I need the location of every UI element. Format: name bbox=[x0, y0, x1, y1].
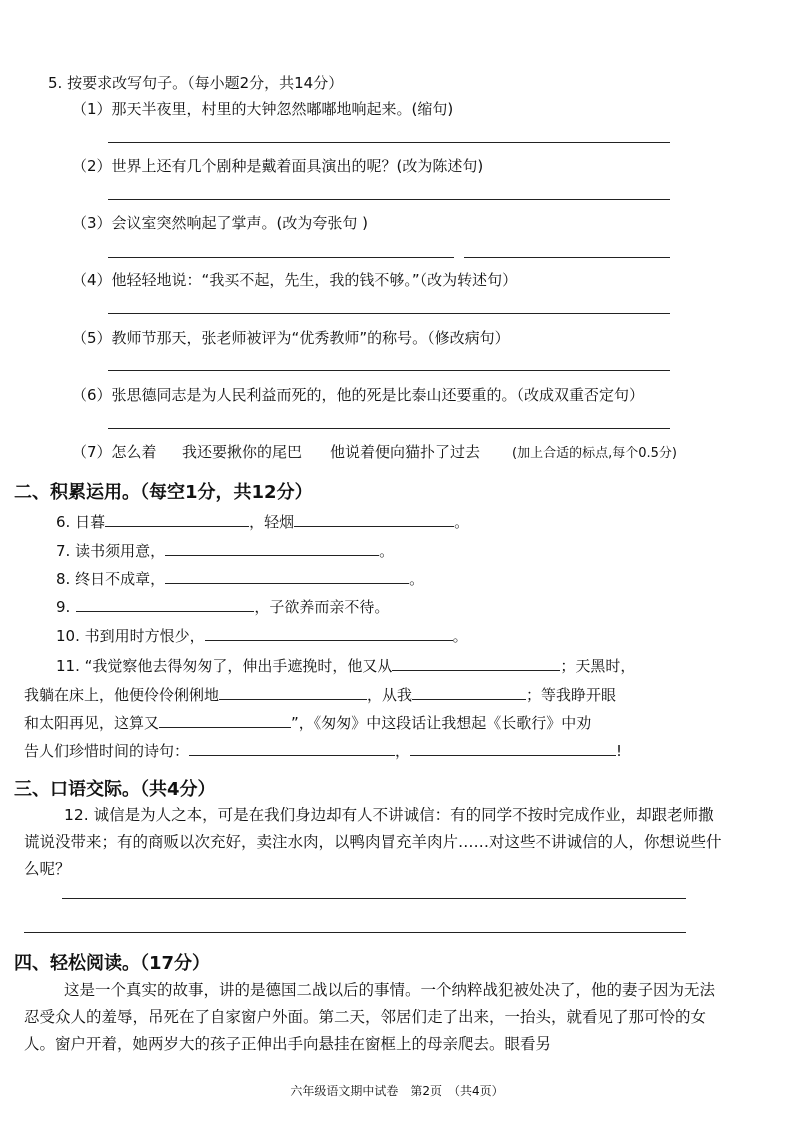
blank-q11-3[interactable] bbox=[412, 685, 526, 700]
blank-q11-2[interactable] bbox=[219, 685, 367, 700]
q5-item-2: （2）世界上还有几个剧种是戴着面具演出的呢？(改为陈述句) bbox=[72, 157, 484, 175]
blank-q11-4[interactable] bbox=[159, 713, 291, 728]
question-11-line-4: 告人们珍惜时间的诗句： ， ! bbox=[24, 742, 623, 760]
question-8: 8. 终日不成章， 。 bbox=[56, 570, 425, 588]
answer-line-q5-2[interactable] bbox=[108, 199, 670, 200]
q5-item-6: （6）张思德同志是为人民利益而死的，他的死是比泰山还要重的。（改成双重否定句） bbox=[72, 386, 645, 404]
q5-item-5: （5）教师节那天，张老师被评为“优秀教师”的称号。（修改病句） bbox=[72, 329, 510, 347]
question-5-title: 5. 按要求改写句子。（每小题2分，共14分） bbox=[48, 74, 344, 92]
section-4-title: 四、轻松阅读。（17分） bbox=[14, 953, 211, 974]
blank-q6-1[interactable] bbox=[105, 512, 249, 527]
blank-q6-2[interactable] bbox=[294, 512, 454, 527]
answer-line-q5-6[interactable] bbox=[108, 428, 670, 429]
blank-q9[interactable] bbox=[76, 597, 254, 612]
question-12-text: 12. 诚信是为人之本，可是在我们身边却有人不讲诚信：有的同学不按时完成作业，却跟老师撒谎说没带来；有的商贩以次充好，卖注水肉，以鸭肉冒充羊肉片……对这些不讲诚信的人，你想说些什么呢？ bbox=[24, 806, 722, 878]
answer-line-q5-3a[interactable] bbox=[108, 257, 454, 258]
answer-line-q5-5[interactable] bbox=[108, 370, 670, 371]
answer-line-q5-1[interactable] bbox=[108, 142, 670, 143]
section-2-title: 二、积累运用。（每空1分，共12分） bbox=[14, 482, 313, 503]
q5-item-7-part3: 他说着便向猫扑了过去 bbox=[330, 443, 481, 461]
question-7: 7. 读书须用意， 。 bbox=[56, 542, 395, 560]
q5-item-4: （4）他轻轻地说：“我买不起，先生，我的钱不够。”（改为转述句） bbox=[72, 271, 518, 289]
question-9: 9. ，子欲养而亲不待。 bbox=[56, 598, 390, 616]
question-11-line-1: 11. “我觉察他去得匆匆了，伸出手遮挽时，他又从 ；天黑时， bbox=[56, 657, 636, 675]
section-3-title: 三、口语交际。（共4分） bbox=[14, 779, 216, 800]
q5-item-3: （3）会议室突然响起了掌声。(改为夸张句 ) bbox=[72, 214, 369, 232]
question-10: 10. 书到用时方恨少， 。 bbox=[56, 627, 468, 645]
answer-line-q5-4[interactable] bbox=[108, 313, 670, 314]
question-11-line-2: 我躺在床上，他便伶伶俐俐地 ，从我 ；等我睁开眼 bbox=[24, 686, 617, 704]
answer-line-q12-1[interactable] bbox=[62, 898, 686, 899]
blank-q8[interactable] bbox=[165, 569, 409, 584]
question-6: 6. 日暮 ，轻烟 。 bbox=[56, 513, 470, 531]
blank-q11-1[interactable] bbox=[392, 656, 560, 671]
page-footer: 六年级语文期中试卷 第2页 （共4页） bbox=[290, 1084, 504, 1098]
blank-q10[interactable] bbox=[205, 626, 453, 641]
question-11-line-3: 和太阳再见，这算又 ”，《匆匆》中这段话让我想起《长歌行》中劝 bbox=[24, 714, 592, 732]
reading-passage: 这是一个真实的故事，讲的是德国二战以后的事情。一个纳粹战犯被处决了，他的妻子因为无法忍受众人的羞辱，吊死在了自家窗户外面。第二天，邻居们走了出来，一抬头，就看见了那可怜的女人。窗户开着，她两岁大的孩子正伸出手向悬挂在窗框上的母亲爬去。眼看另 bbox=[24, 981, 716, 1053]
q5-item-1: （1）那天半夜里，村里的大钟忽然嘟嘟地响起来。(缩句) bbox=[72, 100, 454, 118]
blank-q7[interactable] bbox=[165, 541, 379, 556]
answer-line-q5-3b[interactable] bbox=[464, 257, 670, 258]
blank-q11-6[interactable] bbox=[410, 741, 616, 756]
q5-item-7-part1: （7）怎么着 bbox=[72, 443, 157, 461]
answer-line-q12-2[interactable] bbox=[24, 932, 686, 933]
q5-item-7-part2: 我还要揪你的尾巴 bbox=[182, 443, 303, 461]
q5-item-7-note: (加上合适的标点,每个0.5分) bbox=[512, 446, 677, 461]
blank-q11-5[interactable] bbox=[189, 741, 395, 756]
